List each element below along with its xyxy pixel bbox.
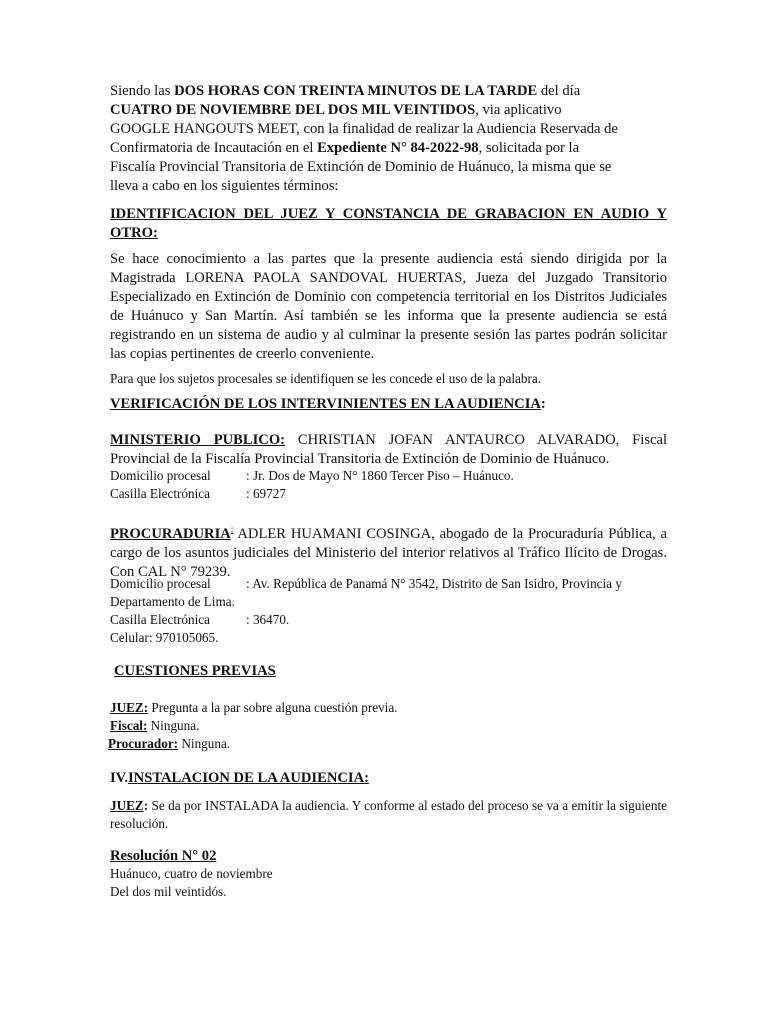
resolucion-line-2: Del dos mil veintidós. [110,884,227,899]
intro-text: Siendo las [110,83,175,99]
procuraduria-celular: Celular: 970105065. [110,630,219,645]
intro-line-6: lleva a cabo en los siguientes términos: [110,178,339,194]
section-heading-cuestiones: CUESTIONES PREVIAS [114,663,276,679]
intro-line-1 [110,82,667,101]
procuraduria-domicilio-row [110,575,667,593]
intro-line-4 [110,139,667,158]
domicilio-value: : Jr. Dos de Mayo N° 1860 Tercer Piso – Huánuco. [246,468,514,483]
verificacion-heading-text: VERIFICACIÓN DE LOS INTERVINIENTES EN LA AUDIENCIA [110,396,541,412]
procurador-text: Ninguna. [178,736,231,751]
intro-line-2 [110,101,667,120]
resolucion-heading: Resolución N° 02 [110,848,217,864]
ministerio-text: CHRISTIAN JOFAN ANTAURCO ALVARADO, Fiscal Provincial de la Fiscalía Provincial Transitoria de Extinción de Dominio de Huánuco. [110,432,668,467]
cuestiones-fiscal [110,717,667,735]
cuestiones-juez [110,699,667,717]
intro-text: , solicitada por la [478,140,580,156]
procuraduria-domicilio-cont: Departamento de Lima. [110,594,235,609]
heading-colon: : [540,396,546,412]
ministerio-label: MINISTERIO PUBLICO: [110,432,286,448]
procurador-label: Procurador: [108,736,179,751]
intro-line-5: Fiscalía Provincial Transitoria de Extinción de Dominio de Huánuco, la misma que se [110,159,612,175]
resolucion-line-1: Huánuco, cuatro de noviembre [110,866,273,881]
intro-date-bold: CUATRO DE NOVIEMBRE DEL DOS MIL VEINTIDOS [110,102,476,118]
procuraduria-colon: : [230,524,234,534]
procuraduria-block [110,520,667,582]
cuestiones-procurador [108,735,665,753]
section-number: IV. [110,770,128,786]
juez-colon: : [143,798,149,813]
procuraduria-label: PROCURADURIA [110,525,231,542]
intro-text: Confirmatoria de Incautación en el [110,140,318,156]
uso-palabra-paragraph: Para que los sujetos procesales se identifiquen se les concede el uso de la palabra. [110,371,542,386]
ministerio-publico-block [110,431,667,469]
identificacion-paragraph: Se hace conocimiento a las partes que la presente audiencia está siendo dirigida por la Magistrada LORENA PAOLA SANDOVAL HUERTAS, Jueza del Juzgado Transitorio Especializado en Extinción de Dominio con competencia territorial en los Distritos Judiciales de Huánuco y San Martín. Así también se les informa que la presente audiencia se está registrando en un sistema de audio y al culminar la presente sesión las partes podrán solicitar las copias pertinentes de creerlo conveniente. [110,251,667,362]
juez-label: JUEZ: [110,700,149,715]
section-heading-instalacion [110,769,667,788]
section-heading-identificacion: IDENTIFICACION DEL JUEZ Y CONSTANCIA DE GRABACION EN AUDIO Y OTRO: [110,206,667,241]
procuraduria-casilla-row [110,611,667,629]
intro-text: , via aplicativo [475,102,562,118]
instalacion-heading-text: INSTALACION DE LA AUDIENCIA: [128,770,369,786]
section-heading-verificacion [110,395,667,414]
domicilio-key: Domicilio procesal [110,468,211,483]
ministerio-domicilio-row [110,467,667,485]
casilla-value: : 69727 [246,486,286,501]
intro-line-3: GOOGLE HANGOUTS MEET, con la finalidad de realizar la Audiencia Reservada de [110,121,618,137]
intro-paragraph [110,82,667,196]
casilla-value: : 36470. [246,612,290,627]
fiscal-text: Ninguna. [147,718,200,733]
juez-text: Pregunta a la par sobre alguna cuestión previa. [148,700,398,715]
ministerio-casilla-row [110,485,667,503]
intro-time-bold: DOS HORAS CON TREINTA MINUTOS DE LA TARDE [174,83,538,99]
expediente-number: Expediente N° 84-2022-98 [317,140,479,156]
casilla-key: Casilla Electrónica [110,612,210,627]
juez-label: JUEZ [110,798,144,813]
fiscal-label: Fiscal: [110,718,148,733]
juez-text: Se da por INSTALADA la audiencia. Y conforme al estado del proceso se va a emitir la siguiente resolución. [110,798,667,831]
casilla-key: Casilla Electrónica [110,486,210,501]
procuraduria-text: ADLER HUAMANI COSINGA, abogado de la Procuraduría Pública, a cargo de los asuntos judiciales del Ministerio del interior relativos al Tráfico Ilícito de Drogas. Con CAL N° 79239. [110,525,667,580]
intro-text: del día [537,83,581,99]
domicilio-value: : Av. República de Panamá N° 3542, Distrito de San Isidro, Provincia y [246,576,622,591]
instalacion-juez [110,797,667,833]
domicilio-key: Domicilio procesal [110,576,211,591]
